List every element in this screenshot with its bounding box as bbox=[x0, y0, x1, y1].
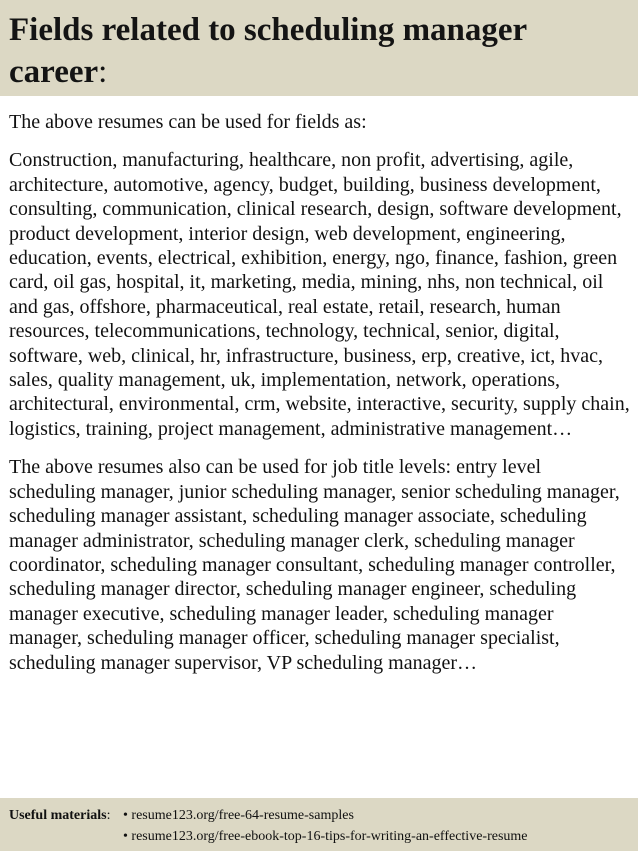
page-title-colon: : bbox=[98, 54, 108, 90]
resume-samples-link[interactable]: • resume123.org/free-64-resume-samples bbox=[123, 808, 354, 823]
job-levels-paragraph: The above resumes also can be used for job title levels: entry level scheduling manager, junior scheduling manager, senior scheduling manager, scheduling manager assistant, scheduling manager associate, scheduling manager administrator, scheduling manager clerk, scheduling manager coordinator, scheduling manager consultant, scheduling manager controller, scheduling manager director, scheduling manager engineer, scheduling manager executive, scheduling manager leader, scheduling manager manager, scheduling manager officer, scheduling manager specialist, scheduling manager supervisor, VP scheduling manager… bbox=[9, 456, 620, 674]
fields-paragraph: Construction, manufacturing, healthcare, non profit, advertising, agile, architecture, automotive, agency, budget, building, business development, consulting, communication, clinical research, design, software development, product development, interior design, web development, engineering, education, events, electrical, exhibition, energy, ngo, finance, fashion, green card, oil gas, hospital, it, marketing, media, mining, nhs, non technical, oil and gas, offshore, pharmaceutical, real estate, retail, research, human resources, telecommunications, technology, technical, senior, digital, software, web, clinical, hr, infrastructure, business, erp, creative, ict, hvac, sales, quality management, uk, implementation, network, operations, architectural, environmental, crm, website, interactive, security, supply chain, logistics, training, project management, administrative management… bbox=[9, 149, 630, 440]
title-banner bbox=[0, 0, 638, 96]
main-content bbox=[9, 110, 631, 675]
useful-materials-label-text: Useful materials bbox=[9, 808, 107, 823]
useful-materials-label bbox=[9, 807, 110, 825]
resume-ebook-link[interactable]: • resume123.org/free-ebook-top-16-tips-for-writing-an-effective-resume bbox=[123, 829, 528, 844]
intro-text: The above resumes can be used for fields as: bbox=[9, 111, 367, 133]
page-title-text: Fields related to scheduling manager career bbox=[9, 12, 527, 90]
page-title bbox=[9, 9, 629, 93]
footer-banner bbox=[0, 798, 638, 851]
useful-materials-label-colon: : bbox=[106, 808, 111, 823]
